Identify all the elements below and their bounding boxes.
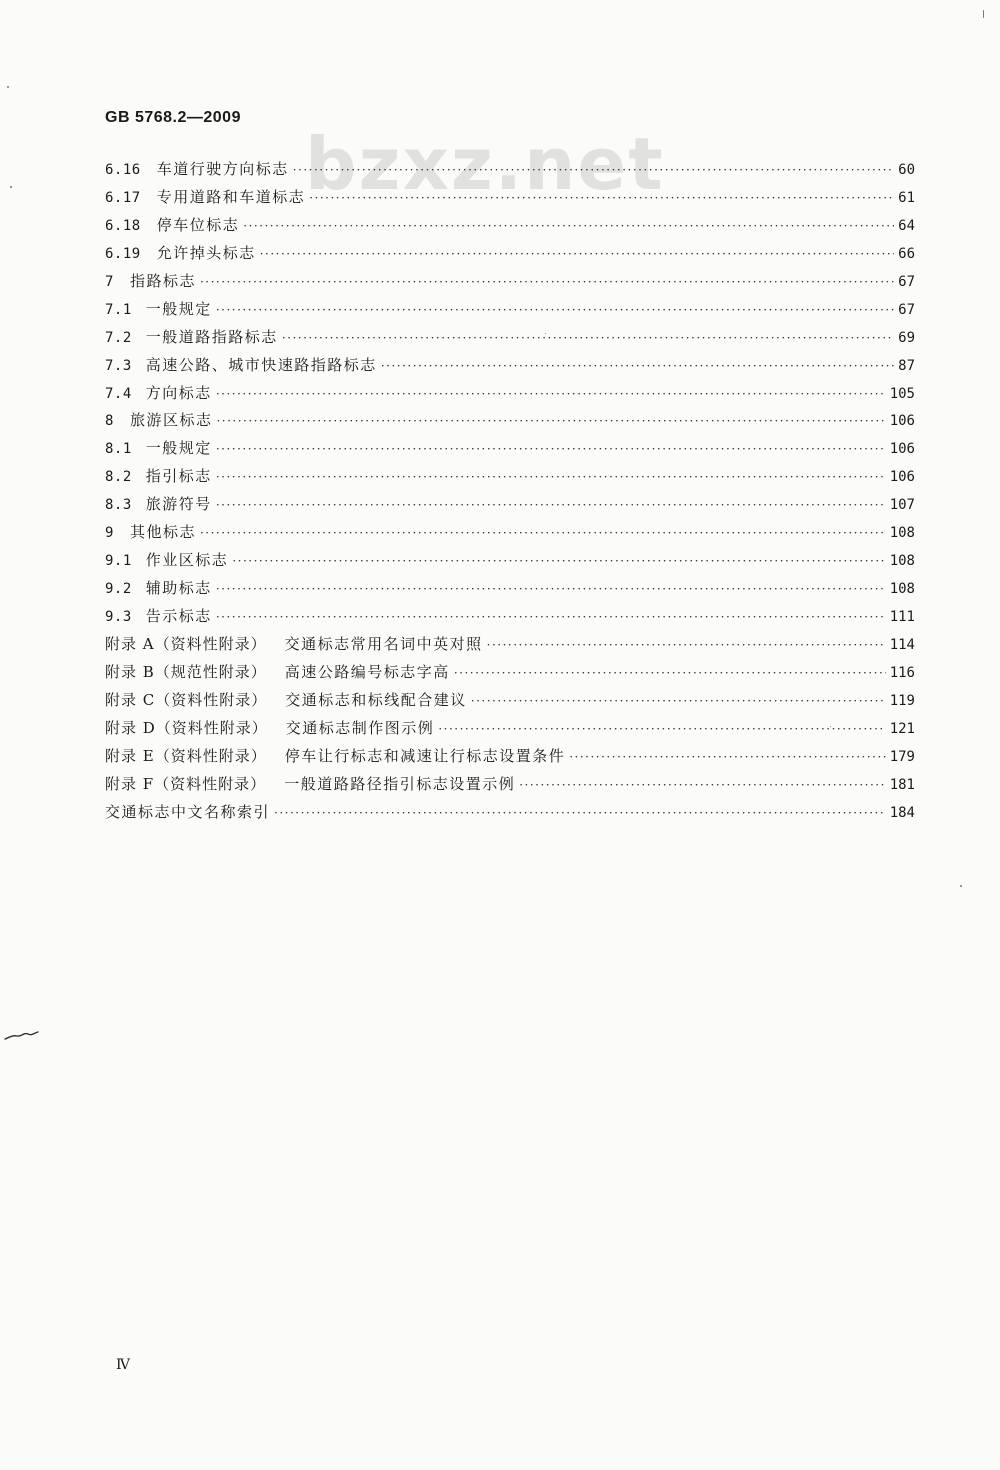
toc-entry-page: 108 [889,581,915,598]
toc-entry-number: 7.2 [105,329,132,346]
toc-entry-page: 60 [898,162,915,178]
toc-entry-number: 7 [105,273,114,290]
toc-entry-page: 107 [889,497,915,514]
toc-entry-title: 允许掉头标志 [156,243,256,262]
toc-entry [105,715,915,743]
toc-entry-number: 附录 A（资料性附录） [105,634,267,653]
toc-entry [105,407,915,435]
toc-entry-number: 6.19 [105,245,141,262]
toc-entry-page: 114 [889,636,915,653]
toc-leader-dots [309,185,894,213]
toc-entry-title: 告示标志 [145,607,212,625]
watermark: bzxz.net [305,122,665,206]
toc-entry [105,296,915,324]
scan-speck [10,186,12,188]
toc-entry-number: 6.17 [105,189,141,206]
toc-entry-title: 作业区标志 [145,551,229,570]
toc-entry [105,380,915,408]
toc-entry [105,240,915,268]
toc-entry-title: 指路标志 [129,271,196,290]
toc-entry-number: 附录 E（资料性附录） [105,746,267,765]
toc-entry [105,324,915,352]
toc-entry-title: 方向标志 [145,383,212,402]
toc-entry [105,631,915,659]
toc-entry-page: 64 [898,217,915,234]
toc-leader-dots [216,408,885,436]
toc-entry-title: 车道行驶方向标志 [156,160,289,178]
scan-squiggle-mark [4,1028,40,1042]
toc-entry-page: 67 [898,301,915,318]
toc-entry [105,519,915,547]
toc-entry [105,687,915,715]
toc-entry-page: 111 [889,609,915,625]
toc-leader-dots [260,241,894,269]
toc-leader-dots [200,269,894,297]
toc-entry-title: 一般规定 [145,299,212,318]
toc-entry-number: 7.3 [105,357,132,374]
toc-entry-number: 9.3 [105,609,132,625]
toc-entry [105,184,915,212]
toc-entry-number: 8 [105,413,114,430]
toc-entry [105,659,915,687]
toc-leader-dots [232,548,885,576]
toc-entry-page: 108 [889,553,915,570]
toc-entry-title: 交通标志常用名词中英对照 [284,634,483,653]
toc-entry-number: 附录 F（资料性附录） [105,774,267,793]
toc-entry-page: 184 [889,804,915,821]
toc-entry [105,212,915,240]
toc-entry-page: 61 [898,189,915,206]
scan-speck [983,10,984,18]
toc-entry-number: 6.18 [105,217,141,234]
toc-entry-page: 106 [889,469,915,486]
toc-entry-page: 106 [889,413,915,430]
toc-entry-title: 一般规定 [145,439,212,458]
toc-leader-dots [216,604,886,632]
toc-entry [105,156,915,184]
toc-entry [105,547,915,575]
toc-entry-page: 119 [889,692,915,709]
toc-entry-number: 7.4 [105,385,132,402]
toc-entry [105,463,915,491]
table-of-contents [105,156,915,827]
toc-entry-title: 其他标志 [129,523,196,542]
scan-speck [830,726,831,727]
toc-entry-title: 停车位标志 [156,215,240,234]
toc-entry-title: 指引标志 [145,467,212,486]
toc-entry-title: 停车让行标志和减速让行标志设置条件 [284,746,566,765]
toc-entry-title: 旅游符号 [145,495,212,514]
toc-entry-title: 高速公路编号标志字高 [284,662,450,681]
toc-leader-dots [438,716,885,744]
toc-entry-page: 66 [898,245,915,262]
toc-leader-dots [216,576,886,604]
toc-entry-number: 8.3 [105,497,132,514]
toc-entry-page: 108 [889,525,915,542]
toc-entry-title: 旅游区标志 [129,411,213,430]
toc-entry-number: 9 [105,525,114,542]
toc-leader-dots [216,436,886,464]
toc-entry [105,268,915,296]
toc-entry-page: 69 [898,329,915,346]
toc-entry-number: 附录 C（资料性附录） [105,690,268,709]
toc-leader-dots [243,213,894,241]
toc-leader-dots [216,464,886,492]
toc-entry-page: 179 [889,748,915,765]
toc-entry-number: 附录 D（资料性附录） [105,718,268,737]
toc-leader-dots [569,744,885,772]
toc-entry-title: 高速公路、城市快速路指路标志 [145,355,377,374]
toc-entry-page: 116 [889,664,915,681]
toc-entry [105,435,915,463]
toc-entry [105,352,915,380]
toc-leader-dots [487,632,886,660]
toc-entry-title: 交通标志中文名称索引 [105,802,271,821]
toc-entry [105,771,915,799]
toc-entry [105,799,915,827]
scan-speck [7,86,9,88]
toc-entry-page: 105 [889,385,915,402]
toc-entry [105,575,915,603]
toc-leader-dots [282,325,894,353]
toc-entry [105,603,915,631]
toc-entry-title: 辅助标志 [145,579,212,598]
toc-entry-page: 181 [889,776,915,793]
toc-entry-number: 附录 B（规范性附录） [105,662,267,681]
toc-entry-page: 121 [889,720,915,737]
toc-entry-title: 交通标志制作图示例 [285,718,435,737]
toc-entry-title: 一般道路指路标志 [145,327,278,346]
scan-speck [960,885,962,887]
toc-leader-dots [381,353,894,381]
toc-entry-number: 8.2 [105,469,132,486]
toc-leader-dots [216,297,894,325]
toc-entry-title: 专用道路和车道标志 [156,187,306,206]
toc-entry-number: 9.2 [105,581,132,598]
toc-entry-number: 8.1 [105,441,132,458]
toc-entry-page: 87 [898,357,915,374]
toc-entry-page: 67 [898,273,915,290]
standard-code-header: GB 5768.2—2009 [105,109,241,126]
toc-entry-number: 7.1 [105,301,132,318]
toc-entry-number: 9.1 [105,553,132,570]
toc-leader-dots [200,520,886,548]
toc-leader-dots [471,688,886,716]
toc-leader-dots [274,800,886,828]
toc-entry [105,743,915,771]
scan-speck [545,333,546,334]
toc-leader-dots [216,492,886,520]
toc-entry-page: 106 [889,441,915,458]
toc-entry-number: 6.16 [105,162,141,178]
toc-leader-dots [519,772,886,800]
toc-leader-dots [216,381,886,409]
page-number: Ⅳ [116,1357,130,1373]
toc-entry-title: 一般道路路径指引标志设置示例 [284,774,516,793]
toc-leader-dots [293,157,894,185]
toc-leader-dots [454,660,886,688]
toc-entry [105,491,915,519]
toc-entry-title: 交通标志和标线配合建议 [285,690,467,709]
